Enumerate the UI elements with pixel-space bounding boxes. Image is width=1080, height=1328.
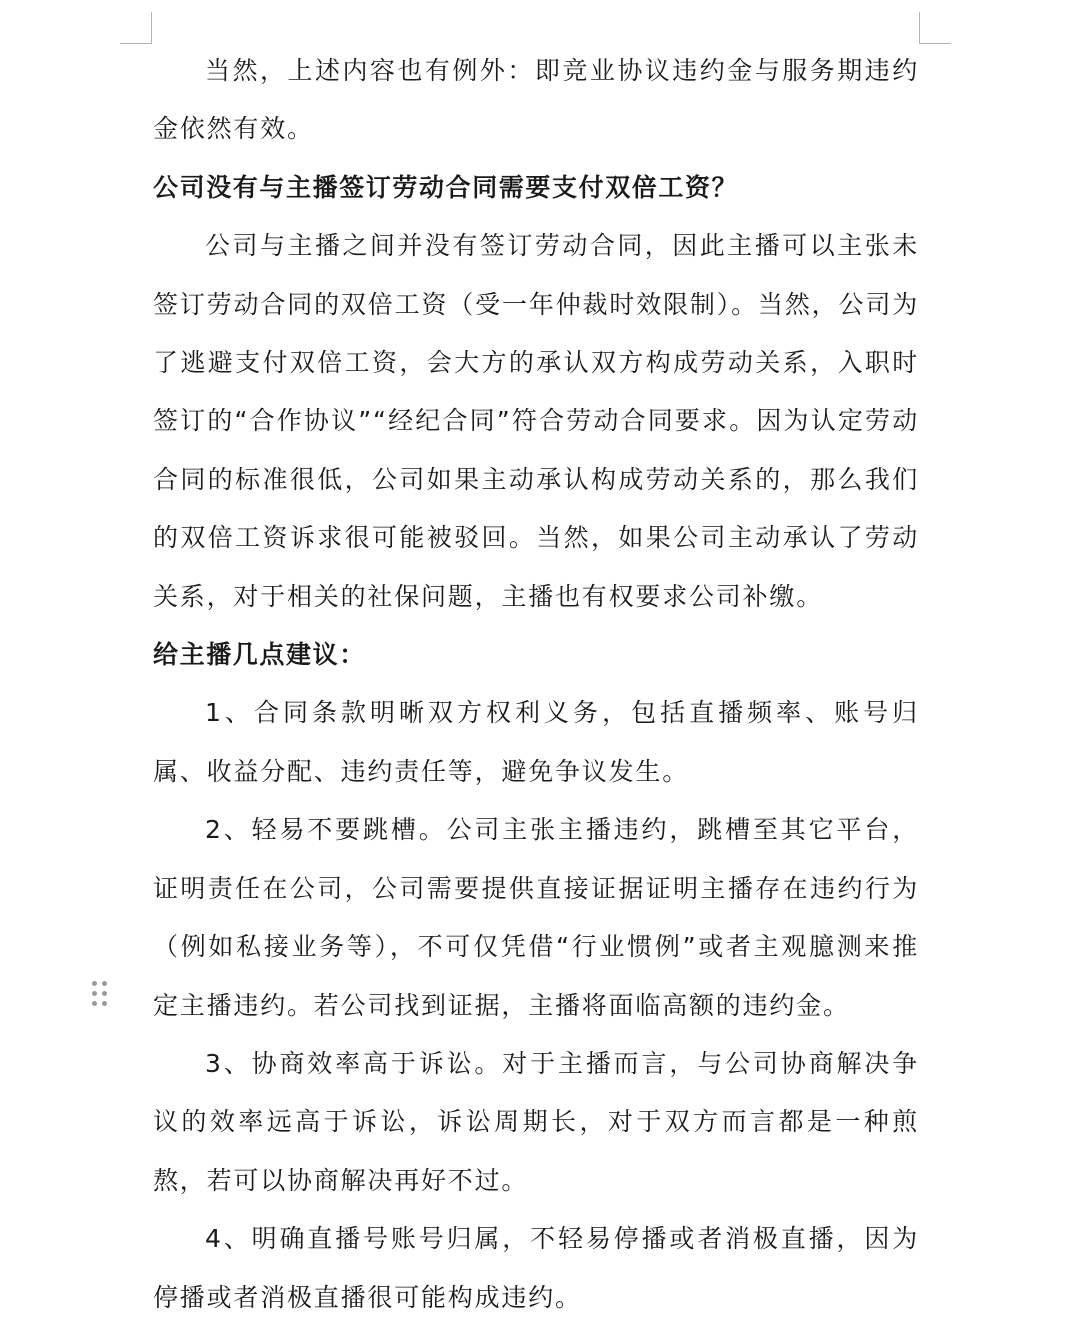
advice-item-3: 3、协商效率高于诉讼。对于主播而言，与公司协商解决争议的效率远高于诉讼，诉讼周期长，对于双方而言都是一种煎熬，若可以协商解决再好不过。 xyxy=(153,1048,919,1195)
document-body xyxy=(153,42,919,1327)
paragraph-exceptions: 当然，上述内容也有例外：即竞业协议违约金与服务期违约金依然有效。 xyxy=(153,56,919,144)
paragraph-double-wages: 公司与主播之间并没有签订劳动合同，因此主播可以主张未签订劳动合同的双倍工资（受一年仲裁时效限制）。当然，公司为了逃避支付双倍工资，会大方的承认双方构成劳动关系，入职时签订的“合作协议”“经纪合同”符合劳动合同要求。因为认定劳动合同的标准很低，公司如果主动承认构成劳动关系的，那么我们的双倍工资诉求很可能被驳回。当然，如果公司主动承认了劳动关系，对于相关的社保问题，主播也有权要求公司补缴。 xyxy=(153,231,919,611)
advice-item-2: 2、轻易不要跳槽。公司主张主播违约，跳槽至其它平台，证明责任在公司，公司需要提供直接证据证明主播存在违约行为（例如私接业务等），不可仅凭借“行业惯例”或者主观臆测来推定主播违约。若公司找到证据，主播将面临高额的违约金。 xyxy=(153,815,919,1020)
advice-item-4: 4、明确直播号账号归属，不轻易停播或者消极直播，因为停播或者消极直播很可能构成违约。 xyxy=(153,1224,919,1312)
crop-mark-top-left xyxy=(120,12,152,44)
paragraph-drag-handle-icon[interactable] xyxy=(92,981,110,1007)
heading-advice: 给主播几点建议： xyxy=(153,640,366,670)
crop-mark-top-right xyxy=(919,12,951,44)
heading-double-wages: 公司没有与主播签订劳动合同需要支付双倍工资？ xyxy=(153,172,739,202)
advice-item-1: 1、合同条款明晰双方权利义务，包括直播频率、账号归属、收益分配、违约责任等，避免争议发生。 xyxy=(153,698,919,786)
